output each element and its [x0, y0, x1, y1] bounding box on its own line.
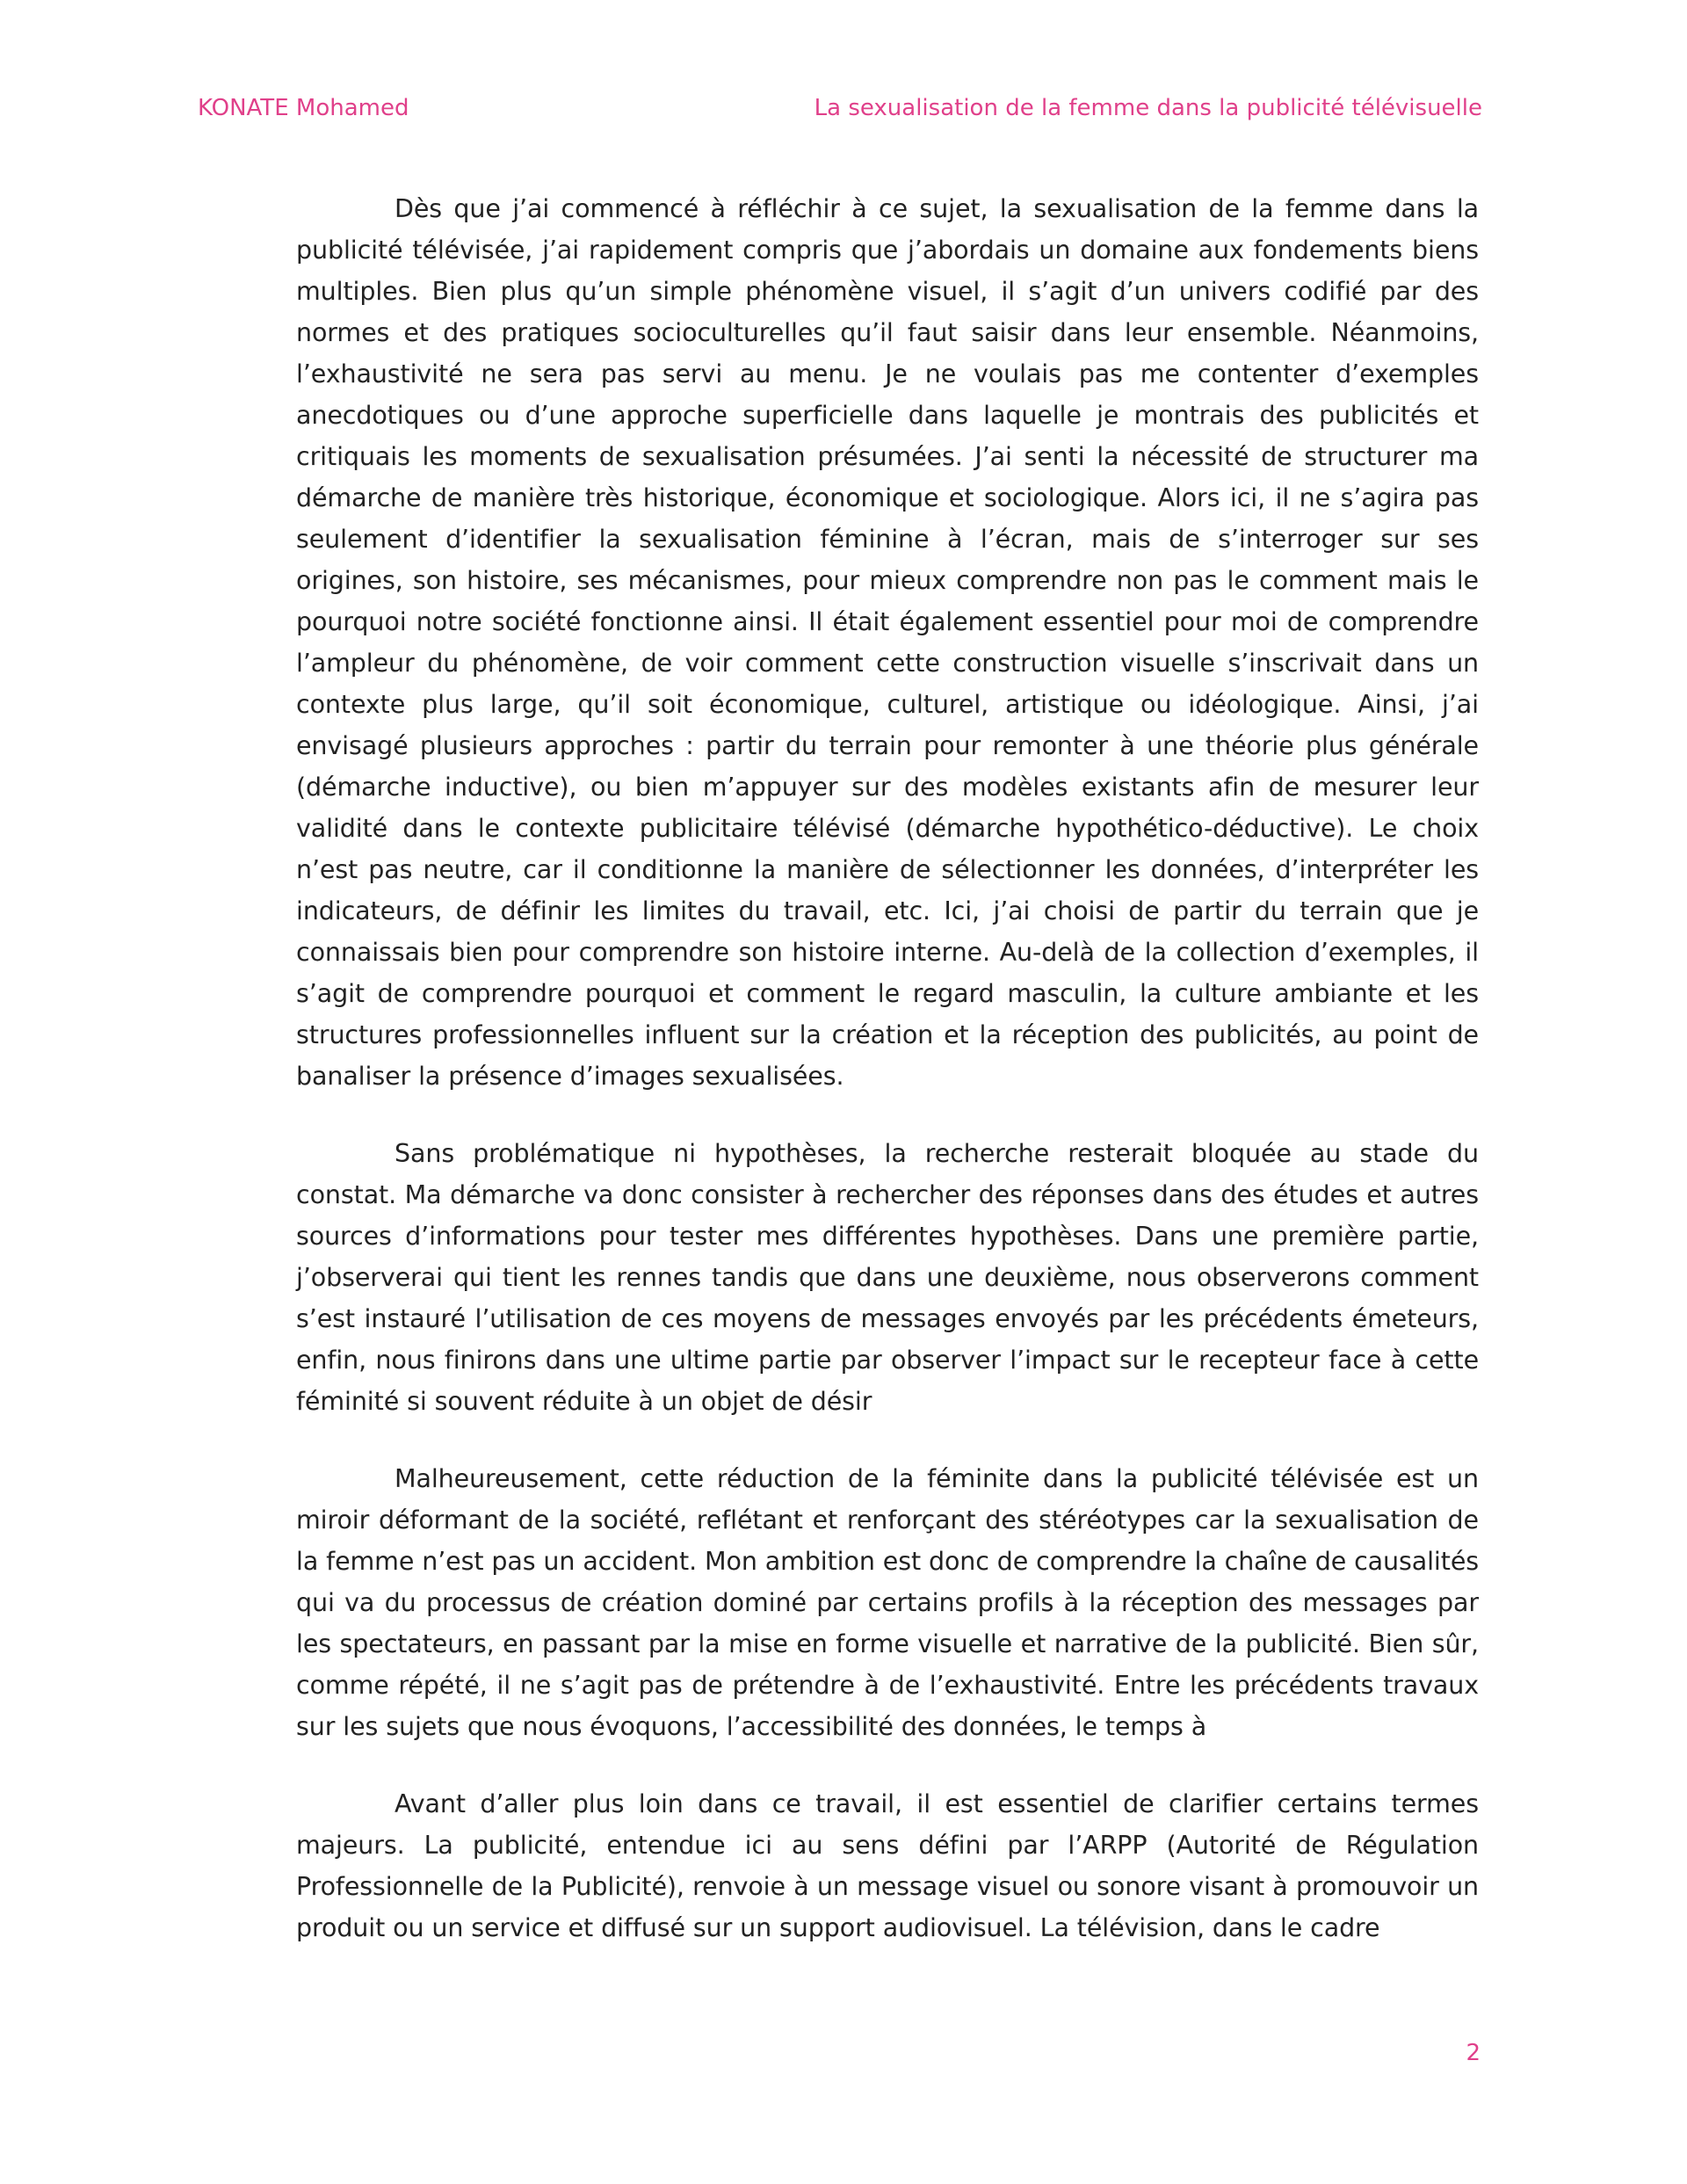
header-title: La sexualisation de la femme dans la publicité télévisuelle — [814, 95, 1482, 121]
body-text — [296, 188, 1479, 1984]
paragraph-1: Dès que j’ai commencé à réfléchir à ce sujet, la sexualisation de la femme dans la publicité télévisée, j’ai rapidement compris que j’abordais un domaine aux fondements biens multiples. Bien plus qu’un simple phénomène visuel, il s’agit d’un univers codifié par des normes et des pratiques socioculturelles qu’il faut saisir dans leur ensemble. Néanmoins, l’exhaustivité ne sera pas servi au menu. Je ne voulais pas me contenter d’exemples anecdotiques ou d’une approche superficielle dans laquelle je montrais des publicités et critiquais les moments de sexualisation présumées. J’ai senti la nécessité de structurer ma démarche de manière très historique, économique et sociologique. Alors ici, il ne s’agira pas seulement d’identifier la sexualisation féminine à l’écran, mais de s’interroger sur ses origines, son histoire, ses mécanismes, pour mieux comprendre non pas le comment mais le pourquoi notre société fonctionne ainsi. Il était également essentiel pour moi de comprendre l’ampleur du phénomène, de voir comment cette construction visuelle s’inscrivait dans un contexte plus large, qu’il soit économique, culturel, artistique ou idéologique. Ainsi, j’ai envisagé plusieurs approches : partir du terrain pour remonter à une théorie plus générale (démarche inductive), ou bien m’appuyer sur des modèles existants afin de mesurer leur validité dans le contexte publicitaire télévisé (démarche hypothético-déductive). Le choix n’est pas neutre, car il conditionne la manière de sélectionner les données, d’interpréter les indicateurs, de définir les limites du travail, etc. Ici, j’ai choisi de partir du terrain que je connaissais bien pour comprendre son histoire interne. Au-delà de la collection d’exemples, il s’agit de comprendre pourquoi et comment le regard masculin, la culture ambiante et les structures professionnelles influent sur la création et la réception des publicités, au point de banaliser la présence d’images sexualisées. — [296, 194, 1479, 1091]
paragraph-4: Avant d’aller plus loin dans ce travail, il est essentiel de clarifier certains termes majeurs. La publicité, entendue ici au sens défini par l’ARPP (Autorité de Régulation Professionnelle de la Publicité), renvoie à un message visuel ou sonore visant à promouvoir un produit ou un service et diffusé sur un support audiovisuel. La télévision, dans le cadre — [296, 1789, 1479, 1942]
page-header — [198, 95, 1482, 130]
paragraph-2: Sans problématique ni hypothèses, la recherche resterait bloquée au stade du constat. Ma démarche va donc consister à rechercher des réponses dans des études et autres sources d’informations pour tester mes différentes hypothèses. Dans une première partie, j’observerai qui tient les rennes tandis que dans une deuxième, nous observerons comment s’est instauré l’utilisation de ces moyens de messages envoyés par les précédents émeteurs, enfin, nous finirons dans une ultime partie par observer l’impact sur le recepteur face à cette féminité si souvent réduite à un objet de désir — [296, 1139, 1479, 1416]
page-number: 2 — [1466, 2040, 1481, 2066]
header-author: KONATE Mohamed — [198, 95, 409, 121]
paragraph-3: Malheureusement, cette réduction de la féminite dans la publicité télévisée est un miroir déformant de la société, reflétant et renforçant des stéréotypes car la sexualisation de la femme n’est pas un accident. Mon ambition est donc de comprendre la chaîne de causalités qui va du processus de création dominé par certains profils à la réception des messages par les spectateurs, en passant par la mise en forme visuelle et narrative de la publicité. Bien sûr, comme répété, il ne s’agit pas de prétendre à de l’exhaustivité. Entre les précédents travaux sur les sujets que nous évoquons, l’accessibilité des données, le temps à — [296, 1464, 1480, 1741]
